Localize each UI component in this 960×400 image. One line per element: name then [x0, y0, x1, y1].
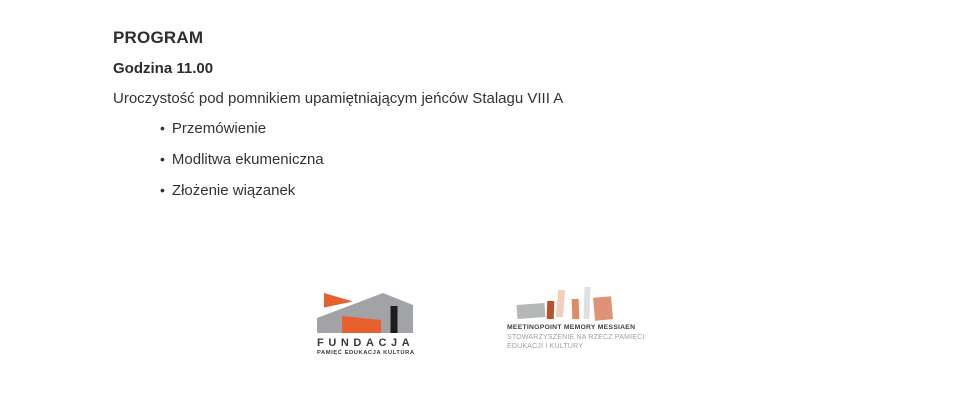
event-description: Uroczystość pod pomnikiem upamiętniającym jeńców Stalagu VIII A — [113, 90, 564, 107]
agenda-item — [160, 151, 324, 168]
fundacja-tagline: PAMIĘĆ EDUKACJA KULTURA — [317, 350, 415, 356]
agenda-list — [160, 120, 324, 213]
page-title: PROGRAM — [113, 28, 204, 47]
bar-rust-narrow — [547, 301, 555, 319]
time-heading: Godzina 11.00 — [113, 60, 214, 77]
agenda-item-label: Przemówienie — [171, 120, 267, 137]
meetingpoint-name: MEETINGPOINT MEMORY MESSIAEN — [507, 324, 636, 331]
house-chimney — [391, 306, 398, 333]
bar-peach-tall — [556, 290, 565, 318]
bar-salmon-narrow — [572, 299, 580, 319]
fundacja-name: FUNDACJA — [317, 337, 415, 349]
meetingpoint-bars-icon — [514, 286, 614, 322]
agenda-item — [160, 120, 324, 137]
bullet-icon: • — [160, 151, 165, 167]
bar-gray-wide — [517, 303, 546, 319]
bar-salmon-wide — [593, 296, 613, 320]
meetingpoint-subtitle-2: EDUKACJI I KULTURY — [507, 343, 584, 350]
meetingpoint-subtitle-1: STOWARZYSZENIE NA RZECZ PAMIĘCI — [507, 333, 645, 341]
bullet-icon: • — [160, 182, 165, 198]
house-roof-orange-triangle — [324, 293, 353, 308]
bullet-icon: • — [160, 120, 165, 136]
meetingpoint-logo — [507, 286, 647, 350]
agenda-item-label: Modlitwa ekumeniczna — [171, 151, 324, 168]
agenda-item-label: Złożenie wiązanek — [171, 182, 296, 199]
fundacja-house-icon — [317, 292, 413, 333]
bar-lightgray-tall — [583, 287, 590, 319]
agenda-item — [160, 182, 324, 199]
fundacja-logo — [317, 292, 415, 356]
